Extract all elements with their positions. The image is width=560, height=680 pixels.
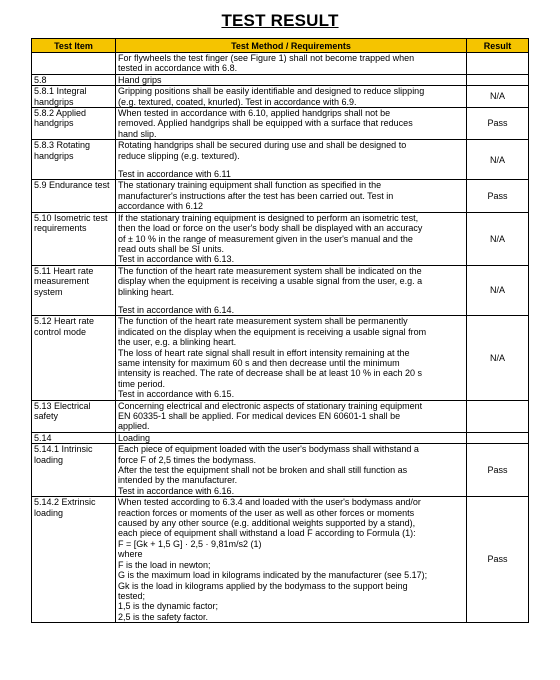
test-item-cell xyxy=(32,53,116,75)
test-item-cell: 5.8 xyxy=(32,74,116,85)
test-method-cell xyxy=(116,53,467,75)
test-item-cell: 5.14 xyxy=(32,432,116,443)
requirement-text: The stationary training equipment shall function as specified in the manufacturer's instructions after the test has been carried out. Test in accordance with 6.12 xyxy=(118,180,394,212)
test-method-cell xyxy=(116,400,467,432)
table-row xyxy=(32,265,529,316)
test-item-cell: 5.11 Heart rate measurement system xyxy=(32,265,116,316)
test-item-cell: 5.9 Endurance test xyxy=(32,180,116,212)
table-row xyxy=(32,140,529,180)
header-test-method: Test Method / Requirements xyxy=(116,39,467,53)
table-row xyxy=(32,400,529,432)
requirement-text: Test in accordance with 6.14. xyxy=(118,304,235,315)
result-cell: Pass xyxy=(467,180,529,212)
test-method-cell xyxy=(116,180,467,212)
table-row xyxy=(32,497,529,623)
header-test-item: Test Item xyxy=(32,39,116,53)
test-item-cell: 5.14.2 Extrinsic loading xyxy=(32,497,116,623)
table-row xyxy=(32,444,529,497)
requirement-text: For flywheels the test finger (see Figure 1) shall not become trapped when tested in accordance with 6.8. xyxy=(118,53,415,74)
requirement-text: Rotating handgrips shall be secured during use and shall be designed to reduce slipping (e.g. textured). xyxy=(118,140,407,161)
test-result-table xyxy=(31,38,529,623)
result-cell xyxy=(467,432,529,443)
test-method-cell xyxy=(116,108,467,140)
table-row xyxy=(32,432,529,443)
table-row xyxy=(32,74,529,85)
requirement-text: Test in accordance with 6.11 xyxy=(118,169,231,180)
test-method-cell xyxy=(116,316,467,400)
table-row xyxy=(32,180,529,212)
result-cell: N/A xyxy=(467,316,529,400)
requirement-text: Hand grips xyxy=(118,74,162,85)
result-cell xyxy=(467,400,529,432)
table-row xyxy=(32,53,529,75)
result-cell xyxy=(467,53,529,75)
test-method-cell xyxy=(116,444,467,497)
table-header-row xyxy=(32,39,529,53)
test-method-cell xyxy=(116,86,467,108)
table-row xyxy=(32,86,529,108)
result-cell: N/A xyxy=(467,212,529,265)
result-cell: N/A xyxy=(467,140,529,180)
requirement-text: Loading xyxy=(118,432,151,443)
test-method-cell xyxy=(116,497,467,623)
requirement-text: The function of the heart rate measurement system shall be indicated on the display when the equipment is receiving a usable signal from the user, e.g. a blinking heart. xyxy=(118,265,423,297)
test-method-cell xyxy=(116,265,467,316)
test-item-cell: 5.10 Isometric test requirements xyxy=(32,212,116,265)
test-method-cell xyxy=(116,432,467,443)
requirement-text: Concerning electrical and electronic aspects of stationary training equipment EN 60335-1 shall be applied. For medical devices EN 60601-1 shall be applied. xyxy=(118,400,423,432)
test-method-cell xyxy=(116,212,467,265)
requirement-text: Each piece of equipment loaded with the user's bodymass shall withstand a force F of 2,5 times the bodymass. After the test the equipment shall not be broken and shall still function as intended by the manufacturer. Test in accordance with 6.16. xyxy=(118,444,419,496)
requirement-text: If the stationary training equipment is designed to perform an isometric test, then the load or force on the user's body shall be displayed with an accuracy of ± 10 % in the range of measurement given in the user's manual and the read outs shall be SI units. Test in accordance with 6.13. xyxy=(118,212,423,265)
table-row xyxy=(32,212,529,265)
requirement-text: When tested according to 6.3.4 and loaded with the user's bodymass and/or reaction forces or moments of the user as well as other forces or moments caused by any other source (e.g. additional weights supported by a stand), each piece of equipment shall withstand a load F according to Formula (1): F = [Gk + 1,5 G] · 2,5 · 9,81m/s2 (1) where F is the load in newton; G is the maximum load in kilograms indicated by the manufacturer (see 5.17); Gk is the load in kilograms applied by the bodymass to the support being tested; 1,5 is the dynamic factor; 2,5 is the safety factor. xyxy=(118,497,428,622)
header-result: Result xyxy=(467,39,529,53)
table-row xyxy=(32,108,529,140)
test-item-cell: 5.14.1 Intrinsic loading xyxy=(32,444,116,497)
result-cell xyxy=(467,74,529,85)
test-method-cell xyxy=(116,74,467,85)
test-item-cell: 5.8.2 Applied handgrips xyxy=(32,108,116,140)
test-method-cell xyxy=(116,140,467,180)
result-cell: Pass xyxy=(467,444,529,497)
requirement-text: Gripping positions shall be easily identifiable and designed to reduce slipping (e.g. textured, coated, knurled). Test in accordance with 6.9. xyxy=(118,86,425,107)
test-item-cell: 5.12 Heart rate control mode xyxy=(32,316,116,400)
result-cell: N/A xyxy=(467,265,529,316)
requirement-text: When tested in accordance with 6.10, applied handgrips shall not be removed. Applied handgrips shall be equipped with a surface that reduces hand slip. xyxy=(118,108,413,139)
result-cell: Pass xyxy=(467,497,529,623)
test-item-cell: 5.13 Electrical safety xyxy=(32,400,116,432)
test-item-cell: 5.8.1 Integral handgrips xyxy=(32,86,116,108)
requirement-text: The function of the heart rate measurement system shall be permanently indicated on the display when the equipment is receiving a usable signal from the user, e.g. a blinking heart. The loss of heart rate signal shall result in effort intensity remaining at the same intensity for maximum 60 s and then decrease until the minimum intensity is reached. The rate of decrease shall be at least 10 % in each 20 s time period. Test in accordance with 6.15. xyxy=(118,316,427,400)
result-cell: N/A xyxy=(467,86,529,108)
table-row xyxy=(32,316,529,400)
page-title: TEST RESULT xyxy=(221,11,339,30)
result-cell: Pass xyxy=(467,108,529,140)
test-item-cell: 5.8.3 Rotating handgrips xyxy=(32,140,116,180)
